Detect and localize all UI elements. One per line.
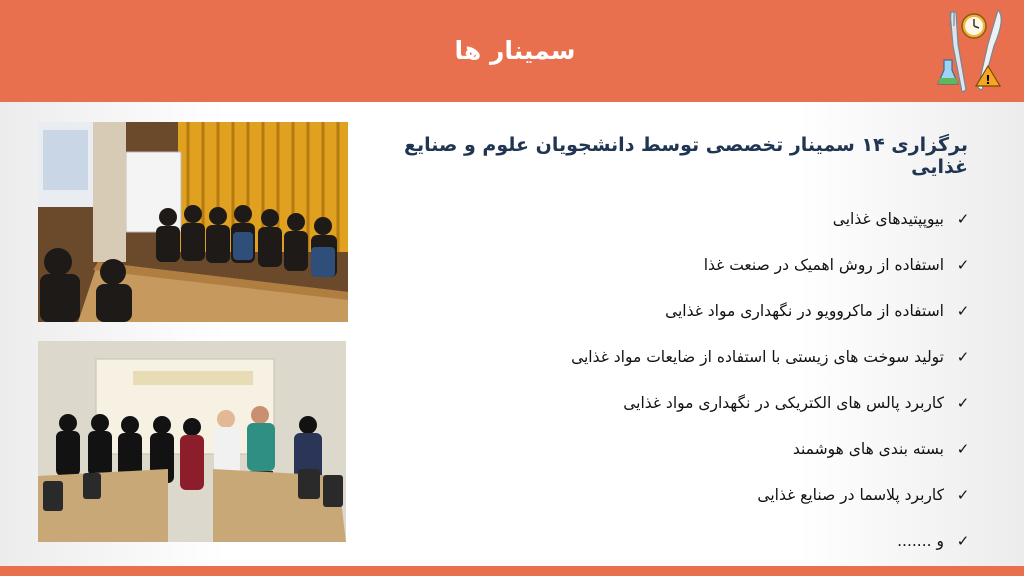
list-item-label: استفاده از روش اهمیک در صنعت غذا: [703, 256, 944, 274]
list-item-label: کاربرد پلاسما در صنایع غذایی: [757, 486, 944, 504]
check-icon: ✓: [956, 486, 970, 504]
check-icon: ✓: [956, 302, 970, 320]
header-bar: [0, 0, 1024, 102]
section-heading: برگزاری ۱۴ سمینار تخصصی توسط دانشجویان علوم و صنایع غذایی: [404, 134, 968, 178]
list-item: [412, 334, 972, 380]
list-item-label: بسته بندی های هوشمند: [792, 440, 944, 458]
list-item-label: بیوپپتیدهای غذایی: [832, 210, 944, 228]
list-item: [412, 288, 972, 334]
seminar-list: [412, 196, 972, 564]
list-item-label: تولید سوخت های زیستی با استفاده از ضایعات مواد غذایی: [571, 348, 944, 366]
list-item-label: و .......: [897, 532, 944, 550]
food-safety-logo-icon: [936, 4, 1008, 94]
check-icon: ✓: [956, 394, 970, 412]
check-icon: ✓: [956, 532, 970, 550]
list-item: [412, 472, 972, 518]
page-title: سمینار ها: [454, 36, 576, 65]
check-icon: ✓: [956, 440, 970, 458]
list-item: [412, 242, 972, 288]
seminar-group-photo: [38, 341, 346, 542]
list-item: [412, 196, 972, 242]
svg-text:!: !: [985, 73, 991, 87]
check-icon: ✓: [956, 210, 970, 228]
check-icon: ✓: [956, 348, 970, 366]
list-item-label: کاربرد پالس های الکتریکی در نگهداری مواد غذایی: [623, 394, 944, 412]
list-item: [412, 380, 972, 426]
check-icon: ✓: [956, 256, 970, 274]
list-item: [412, 426, 972, 472]
seminar-audience-photo: [38, 122, 348, 322]
list-item-label: استفاده از ماکروویو در نگهداری مواد غذایی: [665, 302, 944, 320]
footer-bar: [0, 566, 1024, 576]
list-item: [412, 518, 972, 564]
